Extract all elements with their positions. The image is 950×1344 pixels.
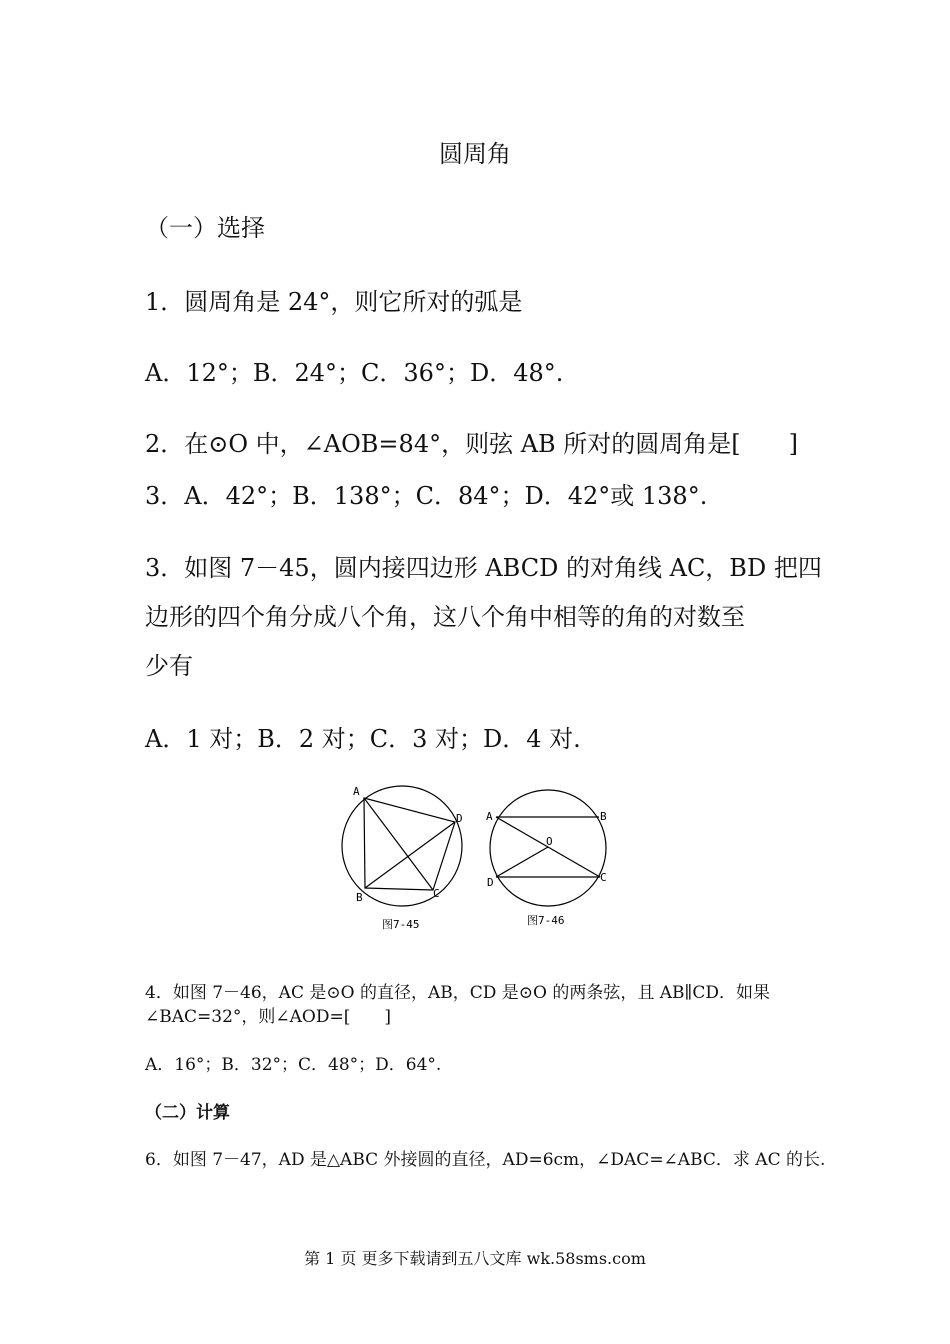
question-4-line-2: ∠BAC=32°，则∠AOD=[ ] — [145, 1007, 391, 1027]
fig45-caption: 图7-45 — [382, 918, 420, 931]
question-1-stem: 1．圆周角是 24°，则它所对的弧是 — [145, 288, 523, 316]
figure-7-46 — [482, 780, 622, 935]
fig45-label-c: C — [433, 887, 440, 900]
question-3-line-3: 少有 — [145, 652, 193, 680]
fig45-label-b: B — [356, 891, 363, 904]
fig46-caption: 图7-46 — [527, 914, 565, 927]
question-3-options: A．1 对；B．2 对；C．3 对；D．4 对. — [145, 725, 581, 753]
fig46-label-c: C — [600, 871, 607, 884]
fig46-label-d: D — [487, 876, 494, 889]
fig46-label-a: A — [486, 810, 493, 823]
question-4-options: A．16°；B．32°；C．48°；D．64°. — [145, 1055, 442, 1075]
question-1-options: A．12°；B．24°；C．36°；D．48°. — [145, 359, 564, 387]
question-2-options: 3．A．42°；B．138°；C．84°；D．42°或 138°. — [145, 482, 708, 510]
question-3-line-2: 边形的四个角分成八个角，这八个角中相等的角的对数至 — [145, 603, 745, 631]
fig45-label-d: D — [456, 812, 463, 825]
fig45-diagonal-ac — [364, 798, 433, 890]
question-2-stem: 2．在⊙O 中，∠AOB=84°，则弦 AB 所对的圆周角是[ ] — [145, 430, 799, 458]
section-heading-choice: （一）选择 — [145, 214, 265, 242]
fig45-quadrilateral — [364, 798, 455, 890]
figure-7-45 — [335, 780, 475, 935]
fig45-label-a: A — [353, 785, 360, 798]
fig45-circle — [342, 786, 462, 906]
page-footer: 第 1 页 更多下载请到五八文库 wk.58sms.com — [304, 1249, 646, 1268]
fig46-radius-od — [496, 847, 548, 877]
section-heading-calculation: （二）计算 — [145, 1103, 230, 1123]
fig46-label-b: B — [600, 810, 607, 823]
fig45-diagonal-bd — [365, 822, 455, 888]
fig46-label-o: O — [546, 835, 553, 848]
page-title: 圆周角 — [439, 140, 511, 168]
question-4-line-1: 4．如图 7－46，AC 是⊙O 的直径，AB，CD 是⊙O 的两条弦，且 AB∥CD．如果 — [145, 983, 770, 1003]
fig46-circle — [490, 790, 606, 906]
question-3-line-1: 3．如图 7－45，圆内接四边形 ABCD 的对角线 AC，BD 把四 — [145, 554, 822, 582]
question-6: 6．如图 7－47，AD 是△ABC 外接圆的直径，AD=6cm，∠DAC=∠ABC．求 AC 的长. — [145, 1150, 826, 1170]
